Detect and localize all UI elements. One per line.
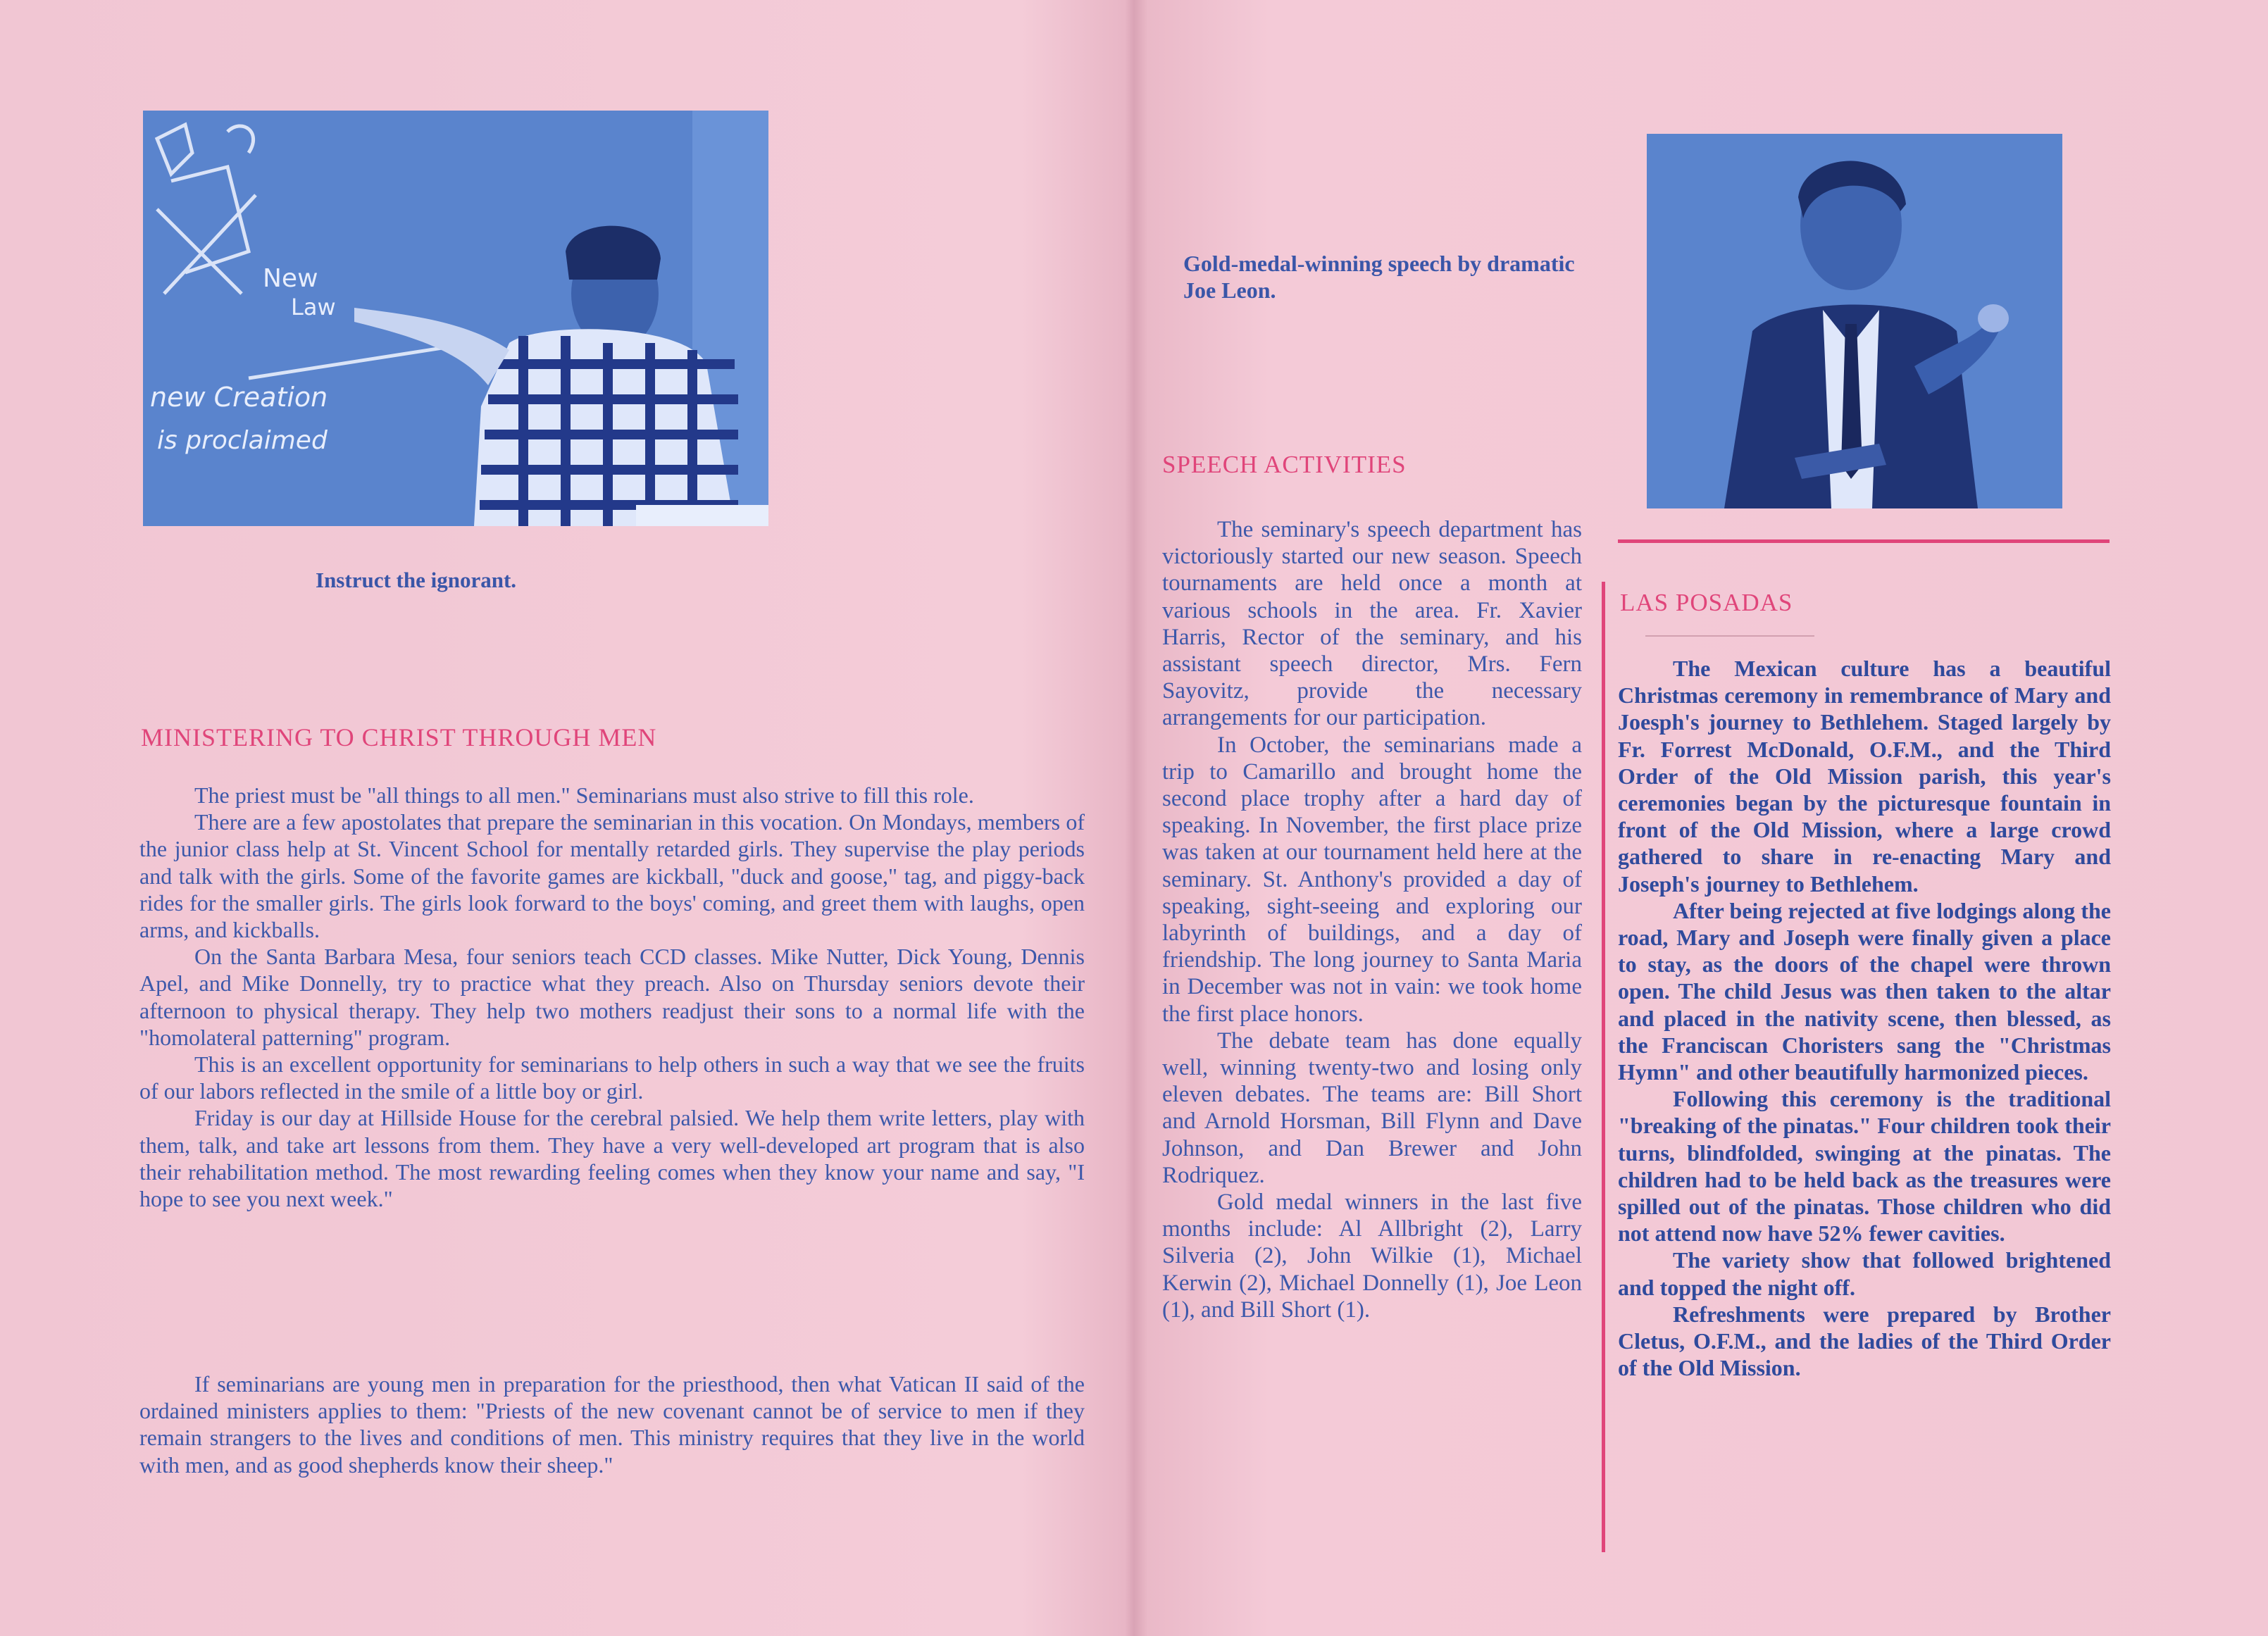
paragraph: Following this ceremony is the traditional "breaking of the pinatas." Four children took their turns, blindfolded, swinging at the pinatas. The children had to be held back as the treasures were spilled out of the pinatas. Those children who did not attend now have 52% fewer cavities.	[1618, 1086, 2111, 1247]
posadas-title-underline	[1645, 635, 1814, 637]
section-title-ministering: MINISTERING TO CHRIST THROUGH MEN	[141, 723, 657, 751]
posadas-top-rule	[1618, 539, 2110, 543]
chalk-word-law: Law	[291, 294, 336, 320]
paragraph: The variety show that followed brightened and topped the night off.	[1618, 1247, 2111, 1300]
speech-body	[1162, 516, 1582, 1323]
photo-joe-leon-speech	[1647, 134, 2062, 508]
paragraph: The seminary's speech department has victoriously started our new season. Speech tournaments are held once a month at various schools in the area. Fr. Xavier Harris, Rector of the seminary, and his assistant speech director, Mrs. Fern Sayovitz, provide the necessary arrangements for our participation.	[1162, 517, 1582, 731]
ministering-body	[139, 782, 1085, 1212]
paragraph: On the Santa Barbara Mesa, four seniors teach CCD classes. Mike Nutter, Dick Young, Dennis Apel, and Mike Donnelly, try to practice what they preach. Also on Thursday seniors devote their afternoon to physical therapy. They help two mothers readjust their sons to a normal life with the "homolateral patterning" program.	[139, 944, 1085, 1050]
photo-seminarian-at-chalkboard	[143, 111, 768, 526]
paragraph: The Mexican culture has a beautiful Christmas ceremony in remembrance of Mary and Joesph's journey to Bethlehem. Staged largely by Fr. Forrest McDonald, O.F.M., and the Third Order of the Old Mission parish, this year's ceremonies began by the picturesque fountain in front of the Old Mission, where a large crowd gathered to share in re-enacting Mary and Joseph's journey to Bethlehem.	[1618, 656, 2111, 897]
paragraph: Refreshments were prepared by Brother Cletus, O.F.M., and the ladies of the Third Order of the Old Mission.	[1618, 1301, 2111, 1381]
paragraph: After being rejected at five lodgings along the road, Mary and Joseph were finally given a place to stay, as the doors of the chapel were thrown open. The child Jesus was then taken to the altar and placed in the nativity scene, then blessed, as the Franciscan Choristers sang the "Christmas Hymn" and other beautifully harmonized pieces.	[1618, 897, 2111, 1085]
vatican-ii-closing	[139, 1370, 1085, 1478]
posadas-body	[1618, 655, 2111, 1381]
section-title-las-posadas: LAS POSADAS	[1620, 589, 1793, 616]
speaker-illustration	[1647, 134, 2062, 508]
paragraph: Friday is our day at Hillside House for the cerebral palsied. We help them write letters, play with them, talk, and take art lessons from them. They have a very well-developed art program that is also their rehabilitation method. The most rewarding feeling comes when they know your name and say, "I hope to see you next week."	[139, 1105, 1085, 1212]
chalk-phrase-is-proclaimed: is proclaimed	[157, 426, 328, 455]
right-photo-caption: Gold-medal-winning speech by dramatic Joe Leon.	[1183, 251, 1575, 303]
chalk-word-new: New	[263, 264, 318, 293]
paragraph: The priest must be "all things to all men." Seminarians must also strive to fill this role.	[194, 782, 974, 808]
paragraph: The debate team has done equally well, winning twenty-two and losing only eleven debates. The teams are: Bill Short and Arnold Horsman, Bill Flynn and Dave Johnson, and Dan Brewer and John Rodriquez.	[1162, 1028, 1582, 1188]
paragraph: This is an excellent opportunity for seminarians to help others in such a way that we see the fruits of our labors reflected in the smile of a little boy or girl.	[139, 1051, 1085, 1104]
paragraph: In October, the seminarians made a trip to Camarillo and brought home the second place trophy after a hard day of speaking. In November, the first place prize was taken at our tournament held here at the seminary. St. Anthony's provided a day of speaking, sight-seeing and exploring our labyrinth of buildings, and a day of friendship. The long journey to Santa Maria in December was not in vain: we took home the first place honors.	[1162, 732, 1582, 1027]
column-divider	[1602, 582, 1605, 1552]
paragraph: If seminarians are young men in preparation for the priesthood, then what Vatican II said of the ordained ministers applies to them: "Priests of the new covenant cannot be of service to men if they remain strangers to the lives and conditions of men. This ministry requires that they live in the world with men, and as good shepherds know their sheep."	[139, 1371, 1085, 1478]
left-photo-caption: Instruct the ignorant.	[316, 568, 517, 592]
chalkboard-illustration	[143, 111, 768, 526]
paragraph: Gold medal winners in the last five months include: Al Allbright (2), Larry Silveria (2), John Wilkie (1), Michael Kerwin (2), Michael Donnelly (1), Joe Leon (1), and Bill Short (1).	[1162, 1189, 1582, 1323]
paragraph: There are a few apostolates that prepare the seminarian in this vocation. On Mondays, members of the junior class help at St. Vincent School for mentally retarded girls. They supervise the play periods and talk with the girls. Some of the favorite games are kickball, "duck and goose," tag, and piggy-back rides for the smaller girls. The girls look forward to the boys' coming, and greet them with laughs, open arms, and kickballs.	[139, 809, 1085, 943]
chalk-phrase-new-creation: new Creation	[150, 382, 328, 413]
section-title-speech: SPEECH ACTIVITIES	[1162, 451, 1407, 478]
